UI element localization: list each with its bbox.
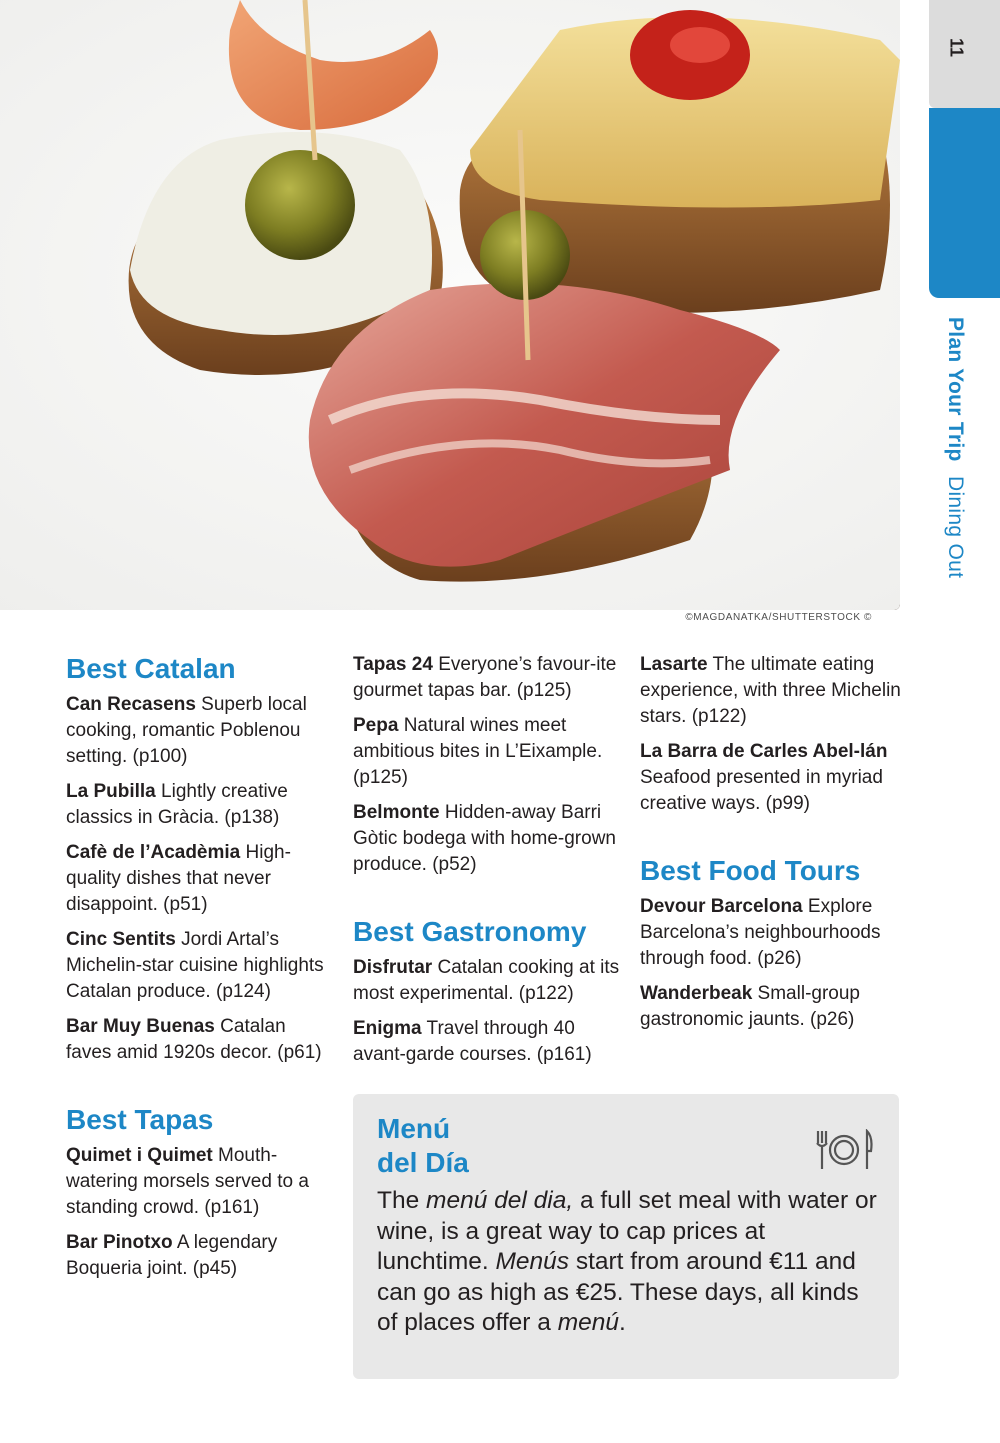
best-gastronomy-heading: Best Gastronomy bbox=[353, 916, 587, 947]
box-body bbox=[377, 1186, 877, 1339]
column-3 bbox=[640, 652, 908, 1042]
menu-del-dia-box bbox=[353, 1094, 899, 1379]
venue-name: Can Recasens bbox=[66, 694, 196, 715]
venue-desc: Jordi Artal’s Michelin-star cuisine highlights Catalan produce. (p124) bbox=[66, 929, 324, 1002]
best-food-tours-heading: Best Food Tours bbox=[640, 855, 861, 886]
box-title-line1: Menú bbox=[377, 1113, 451, 1144]
box-text-run: The bbox=[377, 1187, 427, 1214]
list-item bbox=[640, 652, 908, 730]
best-catalan-heading: Best Catalan bbox=[66, 653, 236, 684]
box-title bbox=[377, 1112, 577, 1180]
page-number: 11 bbox=[946, 37, 967, 58]
box-text-run: . bbox=[618, 1309, 626, 1336]
venue-name: Enigma bbox=[353, 1018, 422, 1039]
chapter-name: Dining Out bbox=[944, 475, 967, 578]
venue-name: La Pubilla bbox=[66, 781, 156, 802]
venue-desc: Travel through 40 avant-garde courses. (p161) bbox=[353, 1018, 592, 1065]
list-item bbox=[66, 1143, 334, 1221]
list-item bbox=[353, 800, 623, 878]
column-2 bbox=[353, 652, 623, 1077]
venue-desc: Catalan faves amid 1920s decor. (p61) bbox=[66, 1016, 322, 1063]
list-item bbox=[66, 927, 334, 1005]
box-text-run: a full set meal with water or wine, is a great way to cap prices at lunchtime. bbox=[377, 1187, 877, 1275]
venue-name: Lasarte bbox=[640, 654, 708, 675]
best-tapas-heading: Best Tapas bbox=[66, 1104, 214, 1135]
section-label bbox=[943, 317, 967, 578]
venue-desc: Explore Barcelona’s neighbourhoods through food. (p26) bbox=[640, 896, 881, 969]
venue-desc: Seafood presented in myriad creative ways. (p99) bbox=[640, 767, 883, 814]
venue-name: Cafè de l’Acadèmia bbox=[66, 842, 241, 863]
venue-desc: Small-group gastronomic jaunts. (p26) bbox=[640, 983, 860, 1030]
venue-desc: Catalan cooking at its most experimental. (p122) bbox=[353, 957, 620, 1004]
venue-desc: A legendary Boqueria joint. (p45) bbox=[66, 1232, 278, 1279]
venue-desc: Natural wines meet ambitious bites in L’Eixample. (p125) bbox=[353, 715, 603, 788]
venue-name: Bar Pinotxo bbox=[66, 1232, 173, 1253]
venue-name: Wanderbeak bbox=[640, 983, 753, 1004]
section-name: Plan Your Trip bbox=[944, 317, 967, 462]
venue-desc: Mouth-watering morsels served to a standing crowd. (p161) bbox=[66, 1145, 309, 1218]
box-text-italic: menú del dia, bbox=[426, 1187, 574, 1214]
list-item bbox=[640, 981, 908, 1033]
venue-name: Bar Muy Buenas bbox=[66, 1016, 215, 1037]
venue-name: Cinc Sentits bbox=[66, 929, 176, 950]
list-item bbox=[353, 713, 623, 791]
venue-name: Quimet i Quimet bbox=[66, 1145, 213, 1166]
venue-name: La Barra de Carles Abel-lán bbox=[640, 741, 888, 762]
box-text-italic: Menús bbox=[495, 1248, 570, 1275]
venue-desc: The ultimate eating experience, with three Michelin stars. (p122) bbox=[640, 654, 901, 727]
photo-credit: ©MAGDANATKA/SHUTTERSTOCK © bbox=[685, 612, 872, 623]
venue-desc: Everyone’s favour-ite gourmet tapas bar. (p125) bbox=[353, 654, 617, 701]
venue-desc: High-quality dishes that never disappoint. (p51) bbox=[66, 842, 291, 915]
venue-desc: Lightly creative classics in Gràcia. (p138) bbox=[66, 781, 288, 828]
list-item bbox=[640, 739, 908, 817]
list-item bbox=[66, 779, 334, 831]
venue-desc: Hidden-away Barri Gòtic bodega with home-grown produce. (p52) bbox=[353, 802, 616, 875]
section-tab bbox=[929, 108, 1000, 298]
box-text-run: start from around €11 and can go as high as €25. These days, all kinds of places offer a bbox=[377, 1248, 859, 1336]
tapas-illustration bbox=[0, 0, 900, 610]
venue-name: Belmonte bbox=[353, 802, 440, 823]
list-item bbox=[66, 692, 334, 770]
venue-name: Devour Barcelona bbox=[640, 896, 803, 917]
venue-name: Pepa bbox=[353, 715, 399, 736]
box-title-line2: del Día bbox=[377, 1147, 469, 1178]
list-item bbox=[353, 955, 623, 1007]
list-item bbox=[66, 1230, 334, 1282]
column-1 bbox=[66, 652, 334, 1291]
food-photo bbox=[0, 0, 900, 610]
plate-cutlery-icon bbox=[813, 1129, 875, 1176]
list-item bbox=[640, 894, 908, 972]
venue-name: Tapas 24 bbox=[353, 654, 433, 675]
venue-desc: Superb local cooking, romantic Poblenou setting. (p100) bbox=[66, 694, 307, 767]
venue-name: Disfrutar bbox=[353, 957, 433, 978]
list-item bbox=[353, 1016, 623, 1068]
list-item bbox=[66, 840, 334, 918]
list-item bbox=[66, 1014, 334, 1066]
box-text-italic: menú bbox=[557, 1309, 619, 1336]
list-item bbox=[353, 652, 623, 704]
